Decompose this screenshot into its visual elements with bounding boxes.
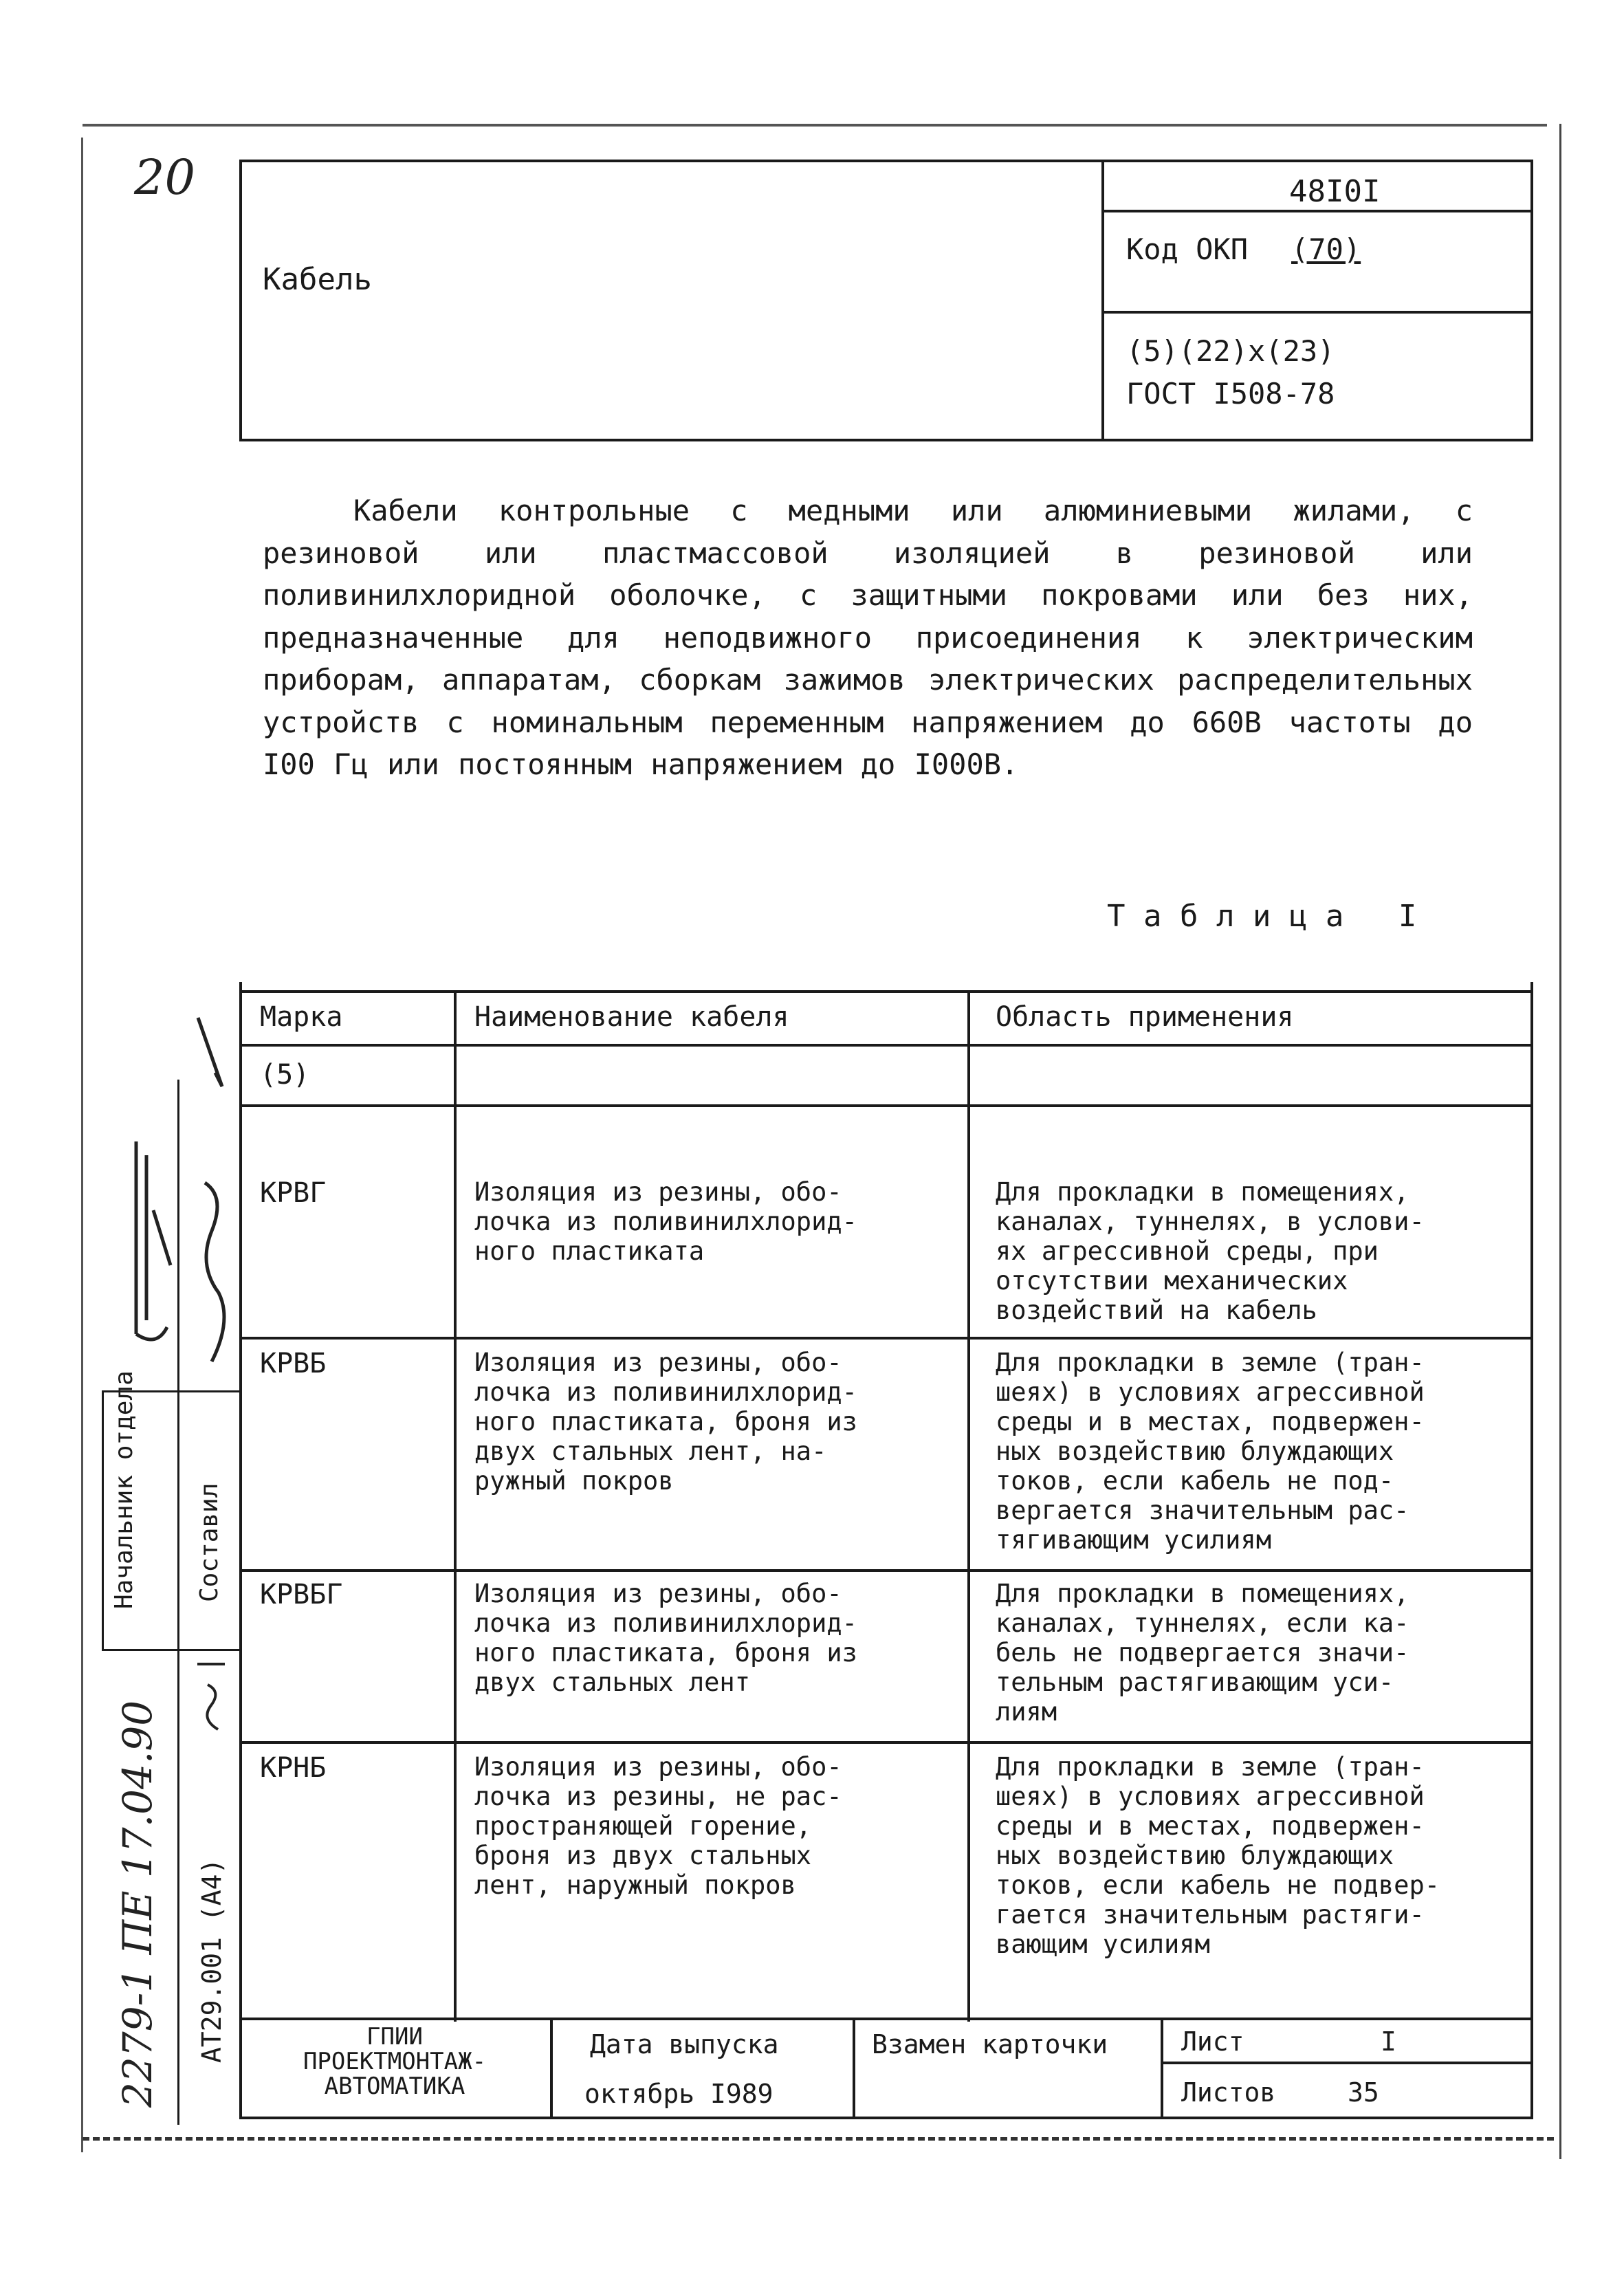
col-header-mark: Марка bbox=[260, 1001, 343, 1033]
table-top-border bbox=[239, 990, 1533, 993]
row-4-application: Для прокладки в земле (тран- шеях) в условиях агрессивной среды и в местах, подвержен- ных воздействию блуждающих токов, если кабель не подвер- гается значительным растяги- вающим усилиям bbox=[996, 1752, 1440, 1959]
row-2-mark: КРВБ bbox=[260, 1348, 327, 1379]
signature-head bbox=[116, 1128, 177, 1362]
col-header-name: Наименование кабеля bbox=[474, 1001, 789, 1033]
release-date-label: Дата выпуска bbox=[590, 2029, 779, 2059]
sheet-label: Лист bbox=[1181, 2026, 1244, 2057]
composer-label: Составил bbox=[195, 1483, 223, 1602]
sheets-count: 35 bbox=[1348, 2077, 1379, 2108]
okp-label: Код ОКП bbox=[1126, 232, 1249, 266]
header-code-underline bbox=[1101, 311, 1533, 314]
table-left-border bbox=[239, 982, 242, 2020]
footer-divider-3 bbox=[1161, 2018, 1163, 2119]
row-4-name: Изоляция из резины, обо- лочка из резины, не рас- пространяющей горение, броня из двух стальных лент, наружный покров bbox=[474, 1752, 842, 1900]
col-header-application: Область применения bbox=[996, 1001, 1294, 1033]
table-header-border bbox=[239, 1044, 1533, 1047]
okp-value: (70) bbox=[1291, 232, 1361, 266]
form-code: АТ29.001 (А4) bbox=[197, 1858, 227, 2063]
handwritten-page-number: 20 bbox=[134, 149, 196, 206]
cable-designation: (5)(22)х(23) bbox=[1126, 334, 1335, 368]
row-2-application: Для прокладки в земле (тран- шеях) в условиях агрессивной среды и в местах, подвержен- ных воздействию блуждающих токов, если кабель не под- вергается значительным рас- тягивающим усилиям bbox=[996, 1348, 1425, 1555]
doc-number: 48I0I bbox=[1289, 174, 1381, 209]
row-4-mark: КРНБ bbox=[260, 1752, 327, 1784]
description-paragraph: Кабели контрольные с медными или алюминиевыми жилами, с резиновой или пластмассовой изоляцией в резиновой или поливинилхлоридной оболочке, с защитными покровами или без них, предназначенные для неподвижного присоединения к электрическим приборам, аппаратам, сборкам зажимов электрических распределительных устройств с номинальным переменным напряжением до 660В частоты до I00 Гц или постоянным напряжением до I000В. bbox=[263, 494, 1473, 781]
release-date: октябрь I989 bbox=[584, 2079, 773, 2109]
signature-composer bbox=[184, 1004, 239, 1375]
footer-divider-2 bbox=[853, 2018, 855, 2119]
header-right-border bbox=[1530, 160, 1533, 441]
row-3-name: Изоляция из резины, обо- лочка из поливинилхлорид- ного пластиката, броня из двух стальных лент bbox=[474, 1579, 857, 1697]
sheets-label: Листов bbox=[1181, 2077, 1276, 2108]
row-2-name: Изоляция из резины, обо- лочка из поливинилхлорид- ного пластиката, броня из двух стальных лент, на- ружный покров bbox=[474, 1348, 857, 1496]
header-divider bbox=[1101, 160, 1104, 441]
footer-top-border bbox=[239, 2018, 1533, 2020]
row-1-name: Изоляция из резины, обо- лочка из поливинилхлорид- ного пластиката bbox=[474, 1177, 857, 1266]
row-1-bottom-border bbox=[239, 1337, 1533, 1340]
table-right-border bbox=[1530, 982, 1533, 2020]
top-edge-line bbox=[83, 124, 1547, 127]
left-edge-line bbox=[81, 138, 83, 2152]
row-3-application: Для прокладки в помещениях, каналах, туннелях, если ка- бель не подвергается значи- тельным растягивающим уси- лиям bbox=[996, 1579, 1409, 1727]
table-col-divider-2 bbox=[967, 990, 970, 2022]
row-3-bottom-border bbox=[239, 1741, 1533, 1744]
footer-right-border bbox=[1530, 2018, 1533, 2119]
standard-reference: ГОСТ I508-78 bbox=[1126, 377, 1335, 411]
row-2-bottom-border bbox=[239, 1569, 1533, 1572]
product-title: Кабель bbox=[263, 262, 372, 297]
margin-approval-left bbox=[102, 1390, 104, 1650]
margin-divider bbox=[177, 1080, 179, 2125]
footer-divider-1 bbox=[550, 2018, 553, 2119]
row-1-application: Для прокладки в помещениях, каналах, туннелях, в услови- ях агрессивной среды, при отсутствии механических воздействий на кабель bbox=[996, 1177, 1425, 1325]
row-1-mark: КРВГ bbox=[260, 1177, 327, 1209]
table-subheader-border bbox=[239, 1104, 1533, 1107]
header-top-border bbox=[239, 160, 1533, 162]
replaces-card-label: Взамен карточки bbox=[872, 2029, 1108, 2059]
sheet-number: I bbox=[1381, 2026, 1396, 2057]
header-left-border bbox=[239, 160, 242, 441]
footer-bottom-border bbox=[239, 2117, 1533, 2119]
organization-name: ГПИИ ПРОЕКТМОНТАЖ- АВТОМАТИКА bbox=[303, 2023, 487, 2100]
table-subheader: (5) bbox=[260, 1059, 310, 1091]
bottom-edge-line bbox=[83, 2137, 1554, 2141]
right-edge-line bbox=[1559, 124, 1561, 2159]
row-3-mark: КРВБГ bbox=[260, 1579, 343, 1610]
head-of-department-label: Начальник отдела bbox=[110, 1370, 138, 1609]
table-caption: Т а б л и ц а I bbox=[1107, 899, 1417, 934]
footer-sheet-divider bbox=[1161, 2062, 1533, 2064]
header-number-underline bbox=[1101, 210, 1533, 212]
signature-date bbox=[187, 1650, 235, 1740]
handwritten-code: 2279-1 ПЕ 17.04.90 bbox=[114, 1700, 161, 2108]
header-bottom-border bbox=[239, 439, 1533, 441]
table-col-divider-1 bbox=[454, 990, 457, 2022]
